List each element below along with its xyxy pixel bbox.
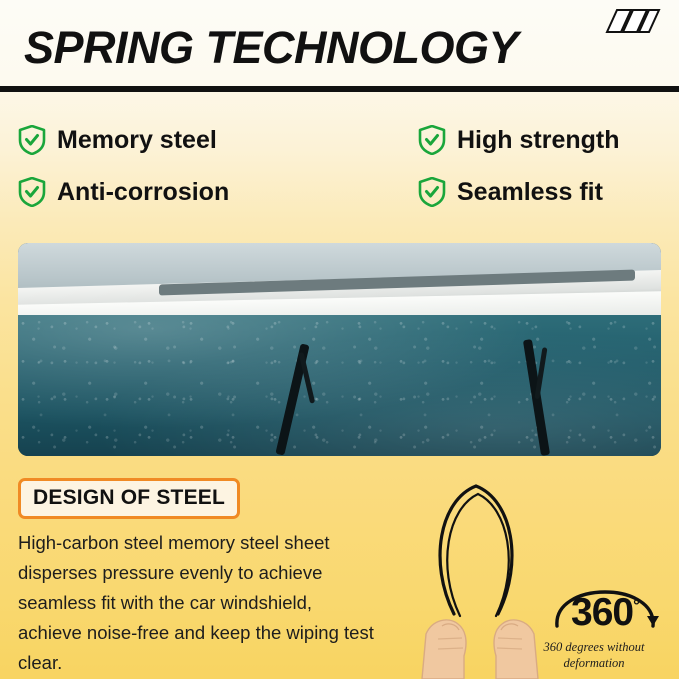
rotation-badge-number: 360 — [571, 591, 634, 634]
feature-item — [418, 118, 679, 162]
page-title: SPRING TECHNOLOGY — [24, 22, 519, 73]
rotation-arrow-icon — [549, 588, 661, 634]
shield-check-icon — [418, 177, 446, 207]
hand-left-illustration — [422, 620, 466, 679]
feature-list — [0, 118, 679, 214]
photo-windshield-glass — [18, 315, 661, 456]
header-divider — [0, 86, 679, 92]
rotation-badge-caption: 360 degrees without deformation — [543, 640, 645, 670]
feature-item — [0, 118, 418, 162]
shield-check-icon — [18, 177, 46, 207]
wiper-blade-logo-icon — [605, 6, 661, 40]
design-of-steel-heading — [18, 478, 240, 519]
degree-symbol: ° — [633, 596, 639, 615]
design-of-steel-heading-label: DESIGN OF STEEL — [33, 486, 226, 509]
design-of-steel-body: High-carbon steel memory steel sheet disperses pressure evenly to achieve seamless fit with the car windshield, achieve noise-free and keep the wiping test clear. — [18, 532, 374, 673]
shield-check-icon — [418, 125, 446, 155]
feature-label: High strength — [457, 125, 620, 154]
shield-check-icon — [18, 125, 46, 155]
feature-item — [0, 170, 418, 214]
windshield-photo — [18, 243, 661, 456]
rotation-badge — [547, 586, 663, 633]
feature-label: Anti-corrosion — [57, 177, 230, 206]
header-banner — [0, 0, 679, 92]
feature-label: Memory steel — [57, 125, 217, 154]
feature-item — [418, 170, 679, 214]
feature-label: Seamless fit — [457, 177, 603, 206]
